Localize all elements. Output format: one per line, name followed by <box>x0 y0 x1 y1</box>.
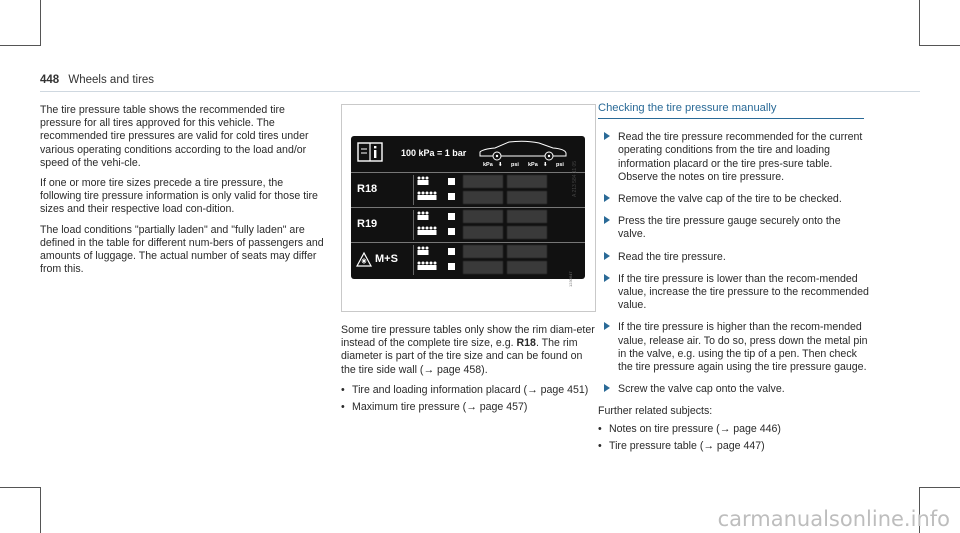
procedure-step: Read the tire pressure recommended for the current operating conditions from the tire and loading information placard or the tire pres-sure table. Observe the notes on tire pressure. <box>598 131 870 184</box>
page-number: 448 <box>40 74 60 86</box>
car-side-icon <box>477 139 569 161</box>
step-arrow-icon <box>604 252 610 260</box>
manual-check-column <box>598 102 870 457</box>
list-item[interactable]: • Tire pressure table (→ page 447) <box>598 440 870 453</box>
page-reference-link[interactable]: → page 458). <box>423 363 488 376</box>
placard-figure <box>341 104 596 312</box>
unit-conversion: 100 kPa = 1 bar <box>401 148 467 158</box>
procedure-step: Screw the valve cap onto the valve. <box>598 383 870 396</box>
pressure-cell-blurred <box>463 261 503 274</box>
crop-mark <box>40 487 41 533</box>
procedure-step: Press the tire pressure gauge securely onto the valve. <box>598 215 870 241</box>
unit-label-kpa: kPa <box>483 162 493 168</box>
procedure-step: If the tire pressure is higher than the recom-mended value, release air. To do so, press down the metal pin in the valve, e.g. using the tip of a pen. Then check the tire pressure again using the tire pressure gauge. <box>598 321 870 374</box>
rim-size-label: R18 <box>357 183 378 195</box>
placard-row-r19 <box>351 207 585 242</box>
pressure-cell-blurred <box>463 245 503 258</box>
load-condition-icons <box>413 210 460 240</box>
passenger-luggage-icon <box>414 245 460 275</box>
further-subjects-label: Further related subjects: <box>598 405 713 418</box>
intro-paragraph: The tire pressure table shows the recommended tire pressure for all tires approved for this vehicle. The recommended tire pressures are valid for cold tires under various operating conditions according to the load and/or speed of the vehi-cle. <box>40 104 309 169</box>
intro-paragraph: The load conditions "partially laden" and "fully laden" are defined in the table for different num-bers of passengers and amounts of luggage. The actual number of seats may differ from this. <box>40 223 324 276</box>
passenger-luggage-icon <box>414 175 460 205</box>
page-header <box>40 74 154 86</box>
pressure-cell-blurred <box>463 175 503 188</box>
step-arrow-icon <box>604 132 610 140</box>
load-condition-icons <box>413 175 460 205</box>
procedure-step: Read the tire pressure. <box>598 251 870 264</box>
load-condition-icons <box>413 245 460 275</box>
intro-column <box>40 104 325 283</box>
pressure-cell-blurred <box>463 210 503 223</box>
rim-note-column <box>341 324 596 418</box>
intro-paragraph: If one or more tire sizes precede a tire pressure, the following tire pressure information is only valid for those tire sizes and their respective load con-dition. <box>40 177 318 216</box>
arrow-down-icon: ⬇ <box>498 162 503 168</box>
placard-header <box>351 136 585 170</box>
crop-mark <box>0 487 40 488</box>
rim-note-paragraph: Some tire pressure tables only show the rim diam-eter instead of the complete tire size, e.g. R18. The rim diameter is part of the tire size and can be found on the tire side wall (→ page 458). <box>341 324 595 376</box>
pressure-cell-blurred <box>463 191 503 204</box>
image-id: 1230647 <box>568 271 573 287</box>
further-subjects-list <box>598 423 870 453</box>
pressure-cell-blurred <box>463 226 503 239</box>
pressure-cell-blurred <box>507 210 547 223</box>
arrow-down-icon: ⬇ <box>543 162 548 168</box>
procedure-title: Checking the tire pressure manually <box>598 102 864 119</box>
tire-pressure-placard <box>351 136 585 279</box>
step-arrow-icon <box>604 194 610 202</box>
header-rule <box>40 91 920 92</box>
list-item[interactable]: • Notes on tire pressure (→ page 446) <box>598 423 870 436</box>
pressure-cell-blurred <box>507 226 547 239</box>
step-arrow-icon <box>604 384 610 392</box>
step-arrow-icon <box>604 274 610 282</box>
watermark: carmanualsonline.info <box>717 507 950 531</box>
crop-mark <box>919 0 920 46</box>
winter-tire-label: M+S <box>375 253 398 265</box>
placard-row-r18 <box>351 172 585 207</box>
step-arrow-icon <box>604 322 610 330</box>
manual-book-icon <box>357 142 383 162</box>
list-item[interactable]: • Maximum tire pressure (→ page 457) <box>341 401 596 414</box>
passenger-luggage-icon <box>414 210 460 240</box>
crop-mark <box>0 45 40 46</box>
unit-label-psi: psi <box>556 162 564 168</box>
pressure-cell-blurred <box>507 175 547 188</box>
rim-example: R18 <box>516 337 536 350</box>
procedure-step: If the tire pressure is lower than the recom-mended value, increase the tire pressure to the recommended value. <box>598 273 870 313</box>
related-list <box>341 384 596 414</box>
section-title: Wheels and tires <box>68 74 155 86</box>
crop-mark <box>920 487 960 488</box>
unit-label-kpa: kPa <box>528 162 538 168</box>
step-arrow-icon <box>604 216 610 224</box>
pressure-cell-blurred <box>507 261 547 274</box>
crop-mark <box>40 0 41 46</box>
snowflake-mountain-icon <box>356 251 372 267</box>
placard-row-winter <box>351 242 585 277</box>
procedure-step: Remove the valve cap of the tire to be checked. <box>598 193 870 206</box>
pressure-cell-blurred <box>507 245 547 258</box>
list-item[interactable]: • Tire and loading information placard (→ page 451) <box>341 384 596 397</box>
crop-mark <box>920 45 960 46</box>
part-number: A 213 584 11 05 <box>572 160 578 197</box>
rim-size-label: R19 <box>357 218 378 230</box>
unit-label-psi: psi <box>511 162 519 168</box>
pressure-cell-blurred <box>507 191 547 204</box>
